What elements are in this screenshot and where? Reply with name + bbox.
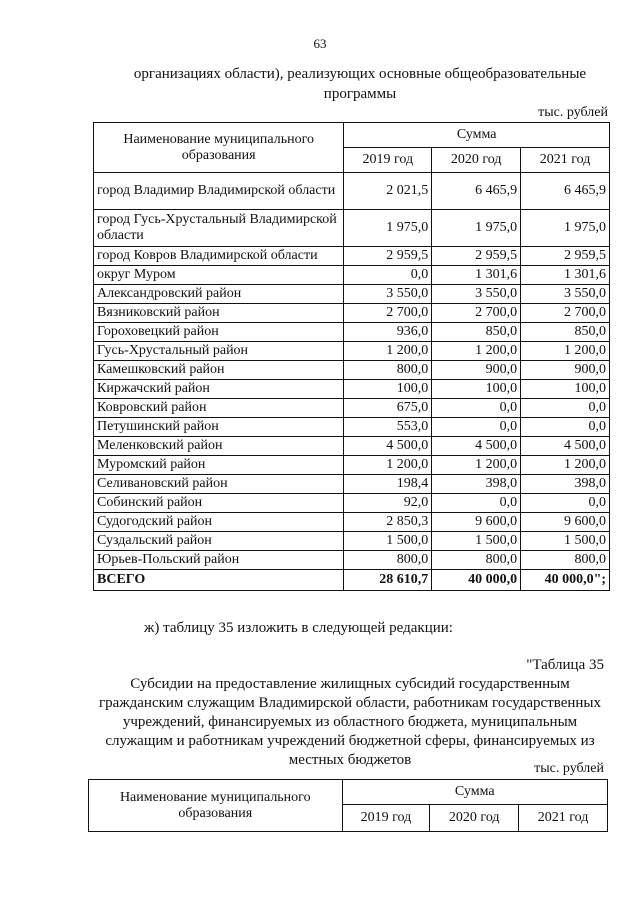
amount-cell: 198,4 (344, 475, 432, 494)
table-row (94, 361, 610, 380)
table-row (94, 210, 610, 247)
table-row (94, 456, 610, 475)
table-row (94, 399, 610, 418)
amount-cell: 800,0 (521, 551, 610, 570)
amount-cell: 6 465,9 (521, 173, 610, 210)
municipality-name: город Владимир Владимирской области (94, 173, 344, 210)
municipality-name: Муромский район (94, 456, 344, 475)
municipality-name: Петушинский район (94, 418, 344, 437)
amount-cell: 398,0 (432, 475, 521, 494)
amount-cell: 800,0 (344, 361, 432, 380)
municipality-name: Суздальский район (94, 532, 344, 551)
housing-subsidy-table (88, 779, 608, 832)
column-header-name: Наименование муниципального образования (89, 780, 343, 832)
municipality-name: Юрьев-Польский район (94, 551, 344, 570)
amount-cell: 1 200,0 (432, 456, 521, 475)
amount-cell: 2 700,0 (432, 304, 521, 323)
amount-cell: 553,0 (344, 418, 432, 437)
amount-cell: 40 000,0 (432, 570, 521, 591)
amount-cell: 1 200,0 (521, 342, 610, 361)
amount-cell: 2 959,5 (344, 247, 432, 266)
column-header-name: Наименование муниципального образования (94, 123, 344, 173)
amount-cell: 0,0 (432, 399, 521, 418)
amount-cell: 2 959,5 (521, 247, 610, 266)
amount-cell: 2 700,0 (344, 304, 432, 323)
municipality-name: Собинский район (94, 494, 344, 513)
municipality-name: Гусь-Хрустальный район (94, 342, 344, 361)
amount-cell: 0,0 (432, 418, 521, 437)
amount-cell: 3 550,0 (521, 285, 610, 304)
amount-cell: 0,0 (521, 399, 610, 418)
amount-cell: 1 200,0 (521, 456, 610, 475)
amount-cell: 0,0 (344, 266, 432, 285)
municipality-name: Селивановский район (94, 475, 344, 494)
amount-cell: 40 000,0"; (521, 570, 610, 591)
amount-cell: 800,0 (344, 551, 432, 570)
amount-cell: 1 200,0 (344, 342, 432, 361)
amount-cell: 9 600,0 (521, 513, 610, 532)
table-row (94, 513, 610, 532)
amount-cell: 1 200,0 (344, 456, 432, 475)
amount-cell: 936,0 (344, 323, 432, 342)
table-row (94, 380, 610, 399)
municipality-name: ВСЕГО (94, 570, 344, 591)
table-row (94, 247, 610, 266)
municipality-name: Судогодский район (94, 513, 344, 532)
amount-cell: 1 500,0 (432, 532, 521, 551)
municipality-name: город Гусь-Хрустальный Владимирской области (94, 210, 344, 247)
municipality-name: Меленковский район (94, 437, 344, 456)
amount-cell: 1 975,0 (521, 210, 610, 247)
amount-cell: 850,0 (432, 323, 521, 342)
table-row (94, 475, 610, 494)
municipality-name: Александровский район (94, 285, 344, 304)
municipality-name: Вязниковский район (94, 304, 344, 323)
amount-cell: 675,0 (344, 399, 432, 418)
table-row (94, 494, 610, 513)
amount-cell: 28 610,7 (344, 570, 432, 591)
amount-cell: 3 550,0 (344, 285, 432, 304)
column-header-sum: Сумма (344, 123, 610, 148)
amount-cell: 800,0 (432, 551, 521, 570)
amount-cell: 1 500,0 (344, 532, 432, 551)
table-row (94, 418, 610, 437)
amount-cell: 2 850,3 (344, 513, 432, 532)
amount-cell: 2 021,5 (344, 173, 432, 210)
total-row (94, 570, 610, 591)
amount-cell: 1 975,0 (432, 210, 521, 247)
column-header-year: 2021 год (519, 805, 608, 832)
amount-cell: 0,0 (521, 418, 610, 437)
amount-cell: 0,0 (432, 494, 521, 513)
amount-cell: 1 301,6 (432, 266, 521, 285)
amount-cell: 0,0 (521, 494, 610, 513)
unit-label: тыс. рублей (538, 105, 608, 120)
municipality-name: Киржачский район (94, 380, 344, 399)
amount-cell: 1 301,6 (521, 266, 610, 285)
table-row (94, 437, 610, 456)
page-number: 63 (313, 36, 327, 51)
amount-cell: 4 500,0 (344, 437, 432, 456)
column-header-year: 2020 год (432, 148, 521, 173)
column-header-sum: Сумма (342, 780, 607, 805)
amount-cell: 398,0 (521, 475, 610, 494)
table-row (94, 173, 610, 210)
table-row (94, 323, 610, 342)
subsidy-table (93, 122, 610, 591)
table-number: "Таблица 35 (526, 657, 604, 673)
amount-cell: 4 500,0 (432, 437, 521, 456)
amount-cell: 100,0 (521, 380, 610, 399)
amount-cell: 2 959,5 (432, 247, 521, 266)
amendment-instruction: ж) таблицу 35 изложить в следующей редакции: (144, 620, 453, 636)
amount-cell: 900,0 (521, 361, 610, 380)
amount-cell: 100,0 (432, 380, 521, 399)
amount-cell: 6 465,9 (432, 173, 521, 210)
column-header-year: 2019 год (344, 148, 432, 173)
municipality-name: Гороховецкий район (94, 323, 344, 342)
table-row (94, 285, 610, 304)
municipality-name: округ Муром (94, 266, 344, 285)
municipality-name: Ковровский район (94, 399, 344, 418)
amount-cell: 850,0 (521, 323, 610, 342)
amount-cell: 2 700,0 (521, 304, 610, 323)
table-row (94, 342, 610, 361)
amount-cell: 3 550,0 (432, 285, 521, 304)
amount-cell: 1 200,0 (432, 342, 521, 361)
municipality-name: город Ковров Владимирской области (94, 247, 344, 266)
column-header-year: 2021 год (521, 148, 610, 173)
amount-cell: 9 600,0 (432, 513, 521, 532)
unit-label: тыс. рублей (534, 761, 604, 776)
amount-cell: 1 500,0 (521, 532, 610, 551)
column-header-year: 2019 год (342, 805, 430, 832)
table-row (94, 551, 610, 570)
section-heading: организациях области), реализующих основные общеобразовательные программы (133, 66, 587, 102)
amount-cell: 4 500,0 (521, 437, 610, 456)
municipality-name: Камешковский район (94, 361, 344, 380)
amount-cell: 100,0 (344, 380, 432, 399)
column-header-year: 2020 год (430, 805, 519, 832)
amount-cell: 1 975,0 (344, 210, 432, 247)
amount-cell: 900,0 (432, 361, 521, 380)
table-row (94, 266, 610, 285)
table-row (94, 304, 610, 323)
table-row (94, 532, 610, 551)
table-title: Субсидии на предоставление жилищных субсидий государственным гражданским служащим Владимирской области, работникам государственных учреждений, финансируемых из областного бюджета, муниципальным служащим и работникам учреждений бюджетной сферы, финансируемых из местных бюджетов (98, 676, 602, 768)
amount-cell: 92,0 (344, 494, 432, 513)
